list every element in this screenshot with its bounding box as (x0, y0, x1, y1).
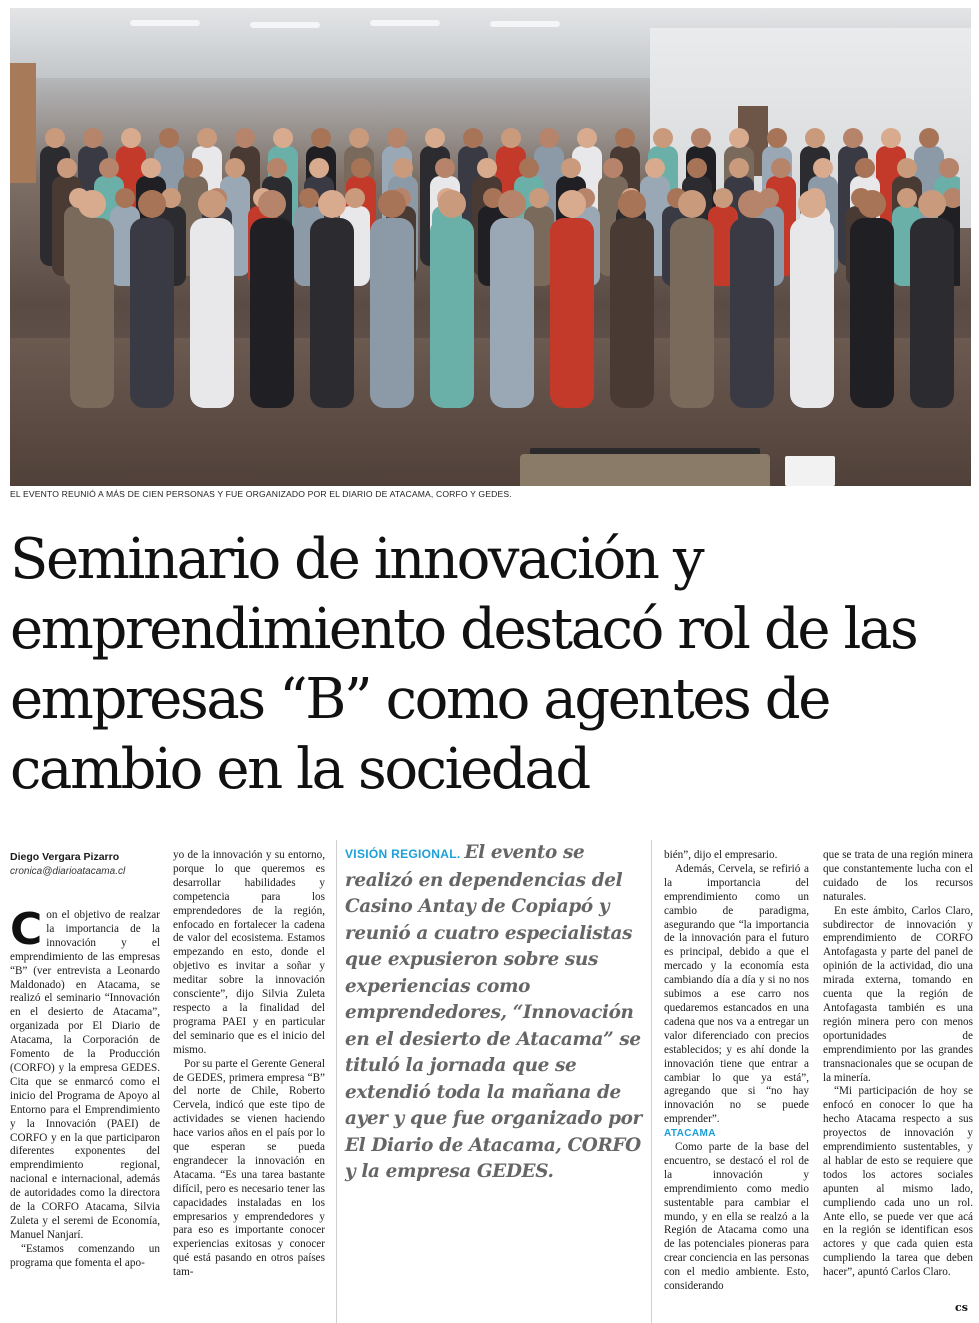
author-email: cronica@diarioatacama.cl (10, 866, 126, 877)
person-head (529, 188, 549, 208)
person-head (258, 190, 286, 218)
person-head (603, 158, 623, 178)
person-head (561, 158, 581, 178)
person-head (918, 190, 946, 218)
paragraph: “Estamos comenzando un programa que fomenta el apo- (10, 1242, 160, 1269)
person-head (309, 158, 329, 178)
person-head (897, 158, 917, 178)
paragraph: En este ámbito, Carlos Claro, subdirector de innovación y emprendimiento de CORFO Antofagasta y parte del panel de opinión de la actividad, dio una mirada externa, tomando en cuenta que la región de Antofagasta también es una región minera pero con menos oportunidades de emprendimiento por las grandes transnacionales que se ocupan de la minería. (823, 904, 973, 1084)
person-body (310, 218, 354, 408)
person-head (311, 128, 331, 148)
paragraph: Además, Cervela, se refirió a la importancia del emprendimiento como un cambio de paradigma, asegurando que “la importancia de la innovación para el futuro es principal, debido a que el mercado y la economía esta cambiando día a día y si no nos subimos a ese carro nos quedaremos estancados en una cadena que nos va a entregar un valor diferenciado con precios establecidos; y es ahí donde la innovación tiene que entrar a cambiar lo que ya está”, agregando que si “no hay innovación no se puede emprender”. (664, 862, 809, 1126)
body-column-1 (10, 904, 160, 1271)
person-body (70, 218, 114, 408)
person-head (477, 158, 497, 178)
person-head (645, 158, 665, 178)
person-head (771, 158, 791, 178)
body-column-4 (664, 849, 809, 1294)
person-head (138, 190, 166, 218)
person-head (267, 158, 287, 178)
person-head (519, 158, 539, 178)
person-body (370, 218, 414, 408)
person-head (378, 190, 406, 218)
ceiling-light (130, 20, 200, 26)
person-head (159, 128, 179, 148)
person-head (225, 158, 245, 178)
photo-stand (520, 454, 770, 486)
person-head (858, 190, 886, 218)
person-head (198, 190, 226, 218)
person-head (57, 158, 77, 178)
drop-cap: C (10, 904, 43, 955)
person-head (318, 190, 346, 218)
person-head (183, 158, 203, 178)
person-head (615, 128, 635, 148)
person-head (273, 128, 293, 148)
person-head (539, 128, 559, 148)
photo-caption: EL EVENTO REUNIÓ A MÁS DE CIEN PERSONAS Y FUE ORGANIZADO POR EL DIARIO DE ATACAMA, CORFO Y GEDES. (10, 489, 512, 499)
crowd-illustration (30, 108, 960, 408)
person-body (430, 218, 474, 408)
person-head (897, 188, 917, 208)
sidebar-body: El evento se realizó en dependencias del Casino Antay de Copiapó y reunió a cuatro especialistas que expusieron sobre sus experiencias como emprendedores, “Innovación en el desierto de Atacama” se tituló la jornada que se extendió toda la mañana de ayer y que fue organizado por El Diario de Atacama, CORFO y la empresa GEDES. (345, 842, 642, 1182)
sidebar-label: VISIÓN REGIONAL. (345, 847, 461, 861)
person-head (798, 190, 826, 218)
person-body (910, 218, 954, 408)
person-head (83, 128, 103, 148)
person-head (881, 128, 901, 148)
paragraph: que se trata de una región minera que constantemente lucha con el cuidado de los recursos naturales. (823, 849, 973, 903)
person-head (919, 128, 939, 148)
person-head (393, 158, 413, 178)
person-head (805, 128, 825, 148)
person-head (235, 128, 255, 148)
person-head (435, 158, 455, 178)
paragraph-text: on el objetivo de realzar la importancia de la innovación y el emprendimiento de las empresas “B” (ver entrevista a Leonardo Maldonado) en Atacama, se realizó el seminario “Innovación en el desierto de Atacama”, organizada por El Diario de Atacama, la Corporación de Fomento de la Producción (CORFO) y la empresa GEDES. Cita que se enmarcó como el inicio del Programa de Apoyo al Entorno para el Emprendimiento y la Innovación (PAEI) de CORFO y en la que participaron diferentes exponentes del emprendimiento regional, nacional e internacional, además de autoridades como la directora de la CORFO Atacama, Silvia Zuleta y el seremi de Economía, Manuel Nanjarí. (10, 909, 160, 1241)
paragraph: Por su parte el Gerente General de GEDES, primera empresa “B” del norte de Chile, Roberto Cervela, indicó que este tipo de actividades se vienen haciendo hace varios años en el país por lo que esperan se pueda engrandecer la innovación en Atacama. “Es una tarea bastante difícil, pero es necesario tener las capacidades instaladas en los empresarios y emprendedores y para eso es importante conocer experiencias exitosas y conocer qué está pasando en otros países tam- (173, 1057, 325, 1279)
person-body (130, 218, 174, 408)
person-head (121, 128, 141, 148)
person-head (99, 158, 119, 178)
person-head (425, 128, 445, 148)
author-name: Diego Vergara Pizarro (10, 851, 120, 863)
sidebar-text (345, 840, 651, 1186)
person-head (115, 188, 135, 208)
body-column-2 (173, 849, 325, 1280)
person-head (855, 158, 875, 178)
person-head (438, 190, 466, 218)
paragraph: Como parte de la base del encuentro, se destacó el rol de la innovación y emprendimiento como medio sustentable para cambiar el mundo, y en ella se realzó a la Región de Atacama como una de las potenciales pioneras para crear conciencia en las personas con el medio ambiente. Esto, considerando (664, 1141, 809, 1293)
person-head (501, 128, 521, 148)
person-head (687, 158, 707, 178)
person-body (790, 218, 834, 408)
person-head (939, 158, 959, 178)
person-head (197, 128, 217, 148)
person-head (345, 188, 365, 208)
person-head (463, 128, 483, 148)
person-head (387, 128, 407, 148)
person-body (610, 218, 654, 408)
body-column-5 (823, 849, 973, 1280)
person-head (738, 190, 766, 218)
person-head (713, 188, 733, 208)
person-body (670, 218, 714, 408)
person-head (813, 158, 833, 178)
person-body (730, 218, 774, 408)
event-photo (10, 8, 971, 486)
ceiling-light (250, 22, 320, 28)
person-body (850, 218, 894, 408)
ceiling-light (370, 20, 440, 26)
person-head (78, 190, 106, 218)
person-head (577, 128, 597, 148)
person-body (550, 218, 594, 408)
paragraph (10, 904, 160, 1243)
article-headline: Seminario de innovación y emprendimiento destacó rol de las empresas “B” como agentes de cambio en la sociedad (10, 527, 917, 802)
person-head (299, 188, 319, 208)
person-head (349, 128, 369, 148)
person-head (691, 128, 711, 148)
person-head (351, 158, 371, 178)
person-head (843, 128, 863, 148)
person-head (141, 158, 161, 178)
person-head (498, 190, 526, 218)
person-head (618, 190, 646, 218)
person-head (558, 190, 586, 218)
person-head (678, 190, 706, 218)
paragraph: bién”, dijo el empresario. (664, 849, 778, 861)
person-body (490, 218, 534, 408)
person-body (190, 218, 234, 408)
ceiling-light (490, 21, 560, 27)
person-head (45, 128, 65, 148)
end-mark: cs (955, 1301, 968, 1314)
person-head (653, 128, 673, 148)
photo-sign (785, 456, 835, 486)
person-body (250, 218, 294, 408)
paragraph: yo de la innovación y su entorno, porque lo que queremos es desarrollar habilidades y competencia para los emprendedores de la región, enfocado en fortalecer la cadena de valor del ecosistema. Estamos empezando en esto, donde el objetivo es invitar a soñar y meditar sobre la innovación consciente”, dijo Silvia Zuleta respecto a la finalidad del programa PAEI y en particular del seminario que es el inicio del mismo. (173, 849, 325, 1056)
person-head (767, 128, 787, 148)
byline (10, 851, 162, 877)
paragraph: “Mi participación de hoy se enfocó en conocer lo que ha hecho Atacama respecto a sus proyectos de innovación y emprendimiento sustentables, y al hablar de esto se requiere que todos los actores sociales apunten al mismo lado, cumpliendo cada uno un rol. Ante ello, se puede ver que acá en la región se identifican esos actores y que cada quien esta cumpliendo la tarea que deben hacer”, apuntó Carlos Claro. (823, 1085, 973, 1279)
person-head (729, 158, 749, 178)
sidebar-pullquote (336, 840, 652, 1323)
section-heading: ATACAMA (664, 1128, 716, 1140)
person-head (729, 128, 749, 148)
